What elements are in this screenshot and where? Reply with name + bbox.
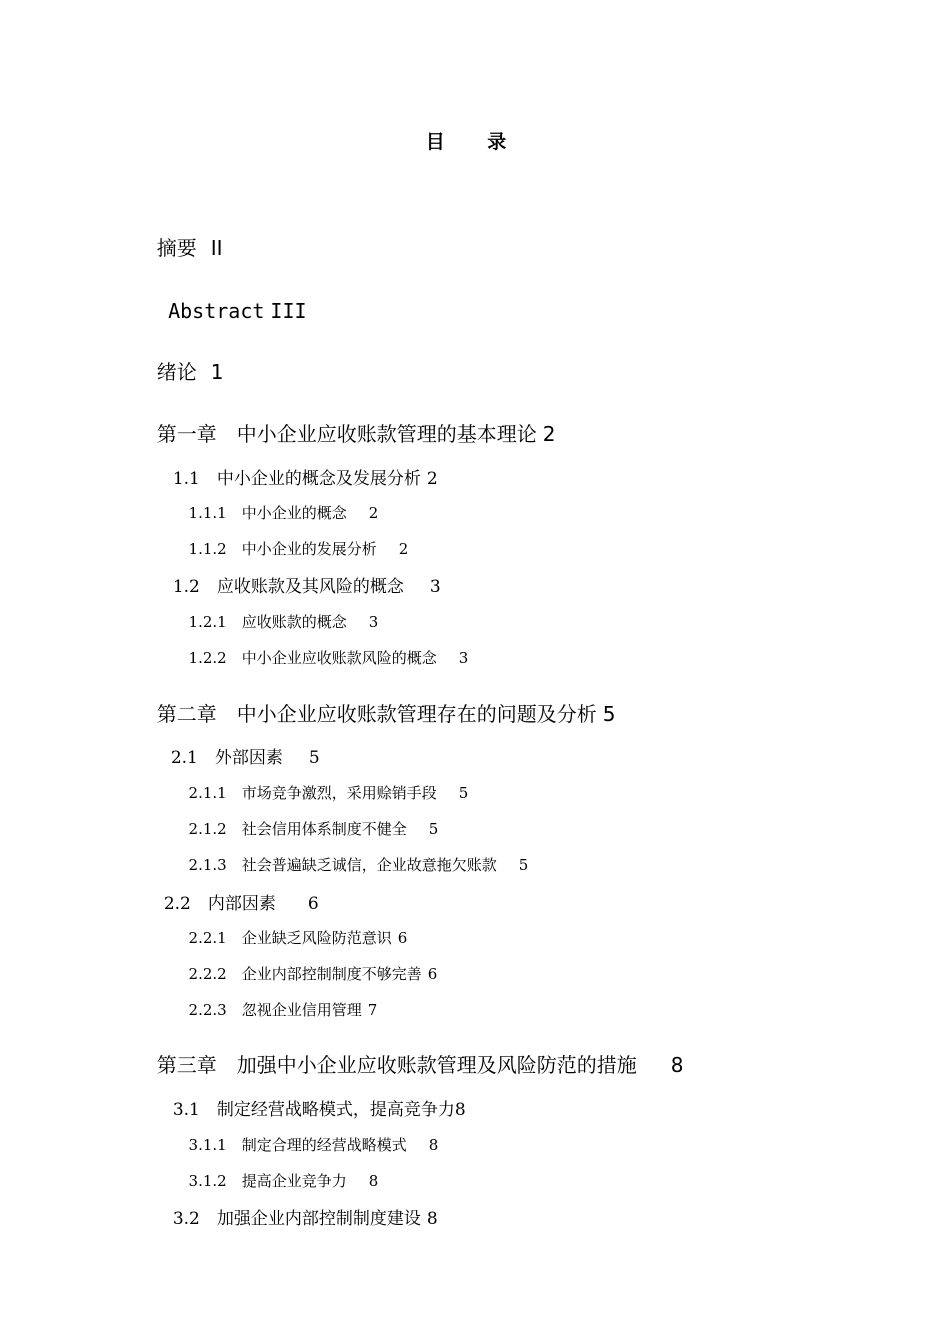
toc-entry-page: 3: [368, 613, 379, 631]
toc-entry-label: 2.2 内部因素: [163, 894, 276, 914]
toc-entry-label: 1.1 中小企业的概念及发展分析: [172, 469, 421, 489]
toc-entry-page: 5: [458, 784, 469, 802]
toc-entry-label: 1.2.2 中小企业应收账款风险的概念: [188, 649, 437, 667]
toc-entry-page: 1: [210, 360, 224, 384]
toc-entry-label: 1.1.1 中小企业的概念: [188, 504, 347, 522]
toc-entry-page: 7: [367, 1001, 378, 1019]
toc-entry-label: 2.2.3 忽视企业信用管理: [188, 1001, 362, 1019]
toc-entry-label: 3.1 制定经营战略模式，提高竞争力: [172, 1100, 455, 1120]
toc-entry-page: 5: [518, 856, 529, 874]
toc-entry-subsection[interactable]: [179, 625, 468, 669]
toc-entry-page: II: [210, 236, 223, 260]
toc-entry-page: 8: [426, 1209, 438, 1229]
toc-entry-label: 2.1.3 社会普遍缺乏诚信，企业故意拖欠账款: [188, 856, 497, 874]
toc-entry-label: 1.2.1 应收账款的概念: [188, 613, 347, 631]
toc-entry-label: 1.1.2 中小企业的发展分析: [188, 540, 377, 558]
toc-entry-label: 第二章 中小企业应收账款管理存在的问题及分析: [156, 702, 597, 726]
toc-entry-page: 8: [670, 1053, 684, 1077]
toc-entry-chapter-1[interactable]: [144, 392, 555, 448]
toc-entry-abstract-cn[interactable]: [144, 206, 223, 262]
toc-entry-page: 8: [428, 1136, 439, 1154]
toc-entry-chapter-2[interactable]: [144, 672, 615, 728]
toc-entry-page: 6: [307, 894, 319, 914]
toc-entry-page: 2: [368, 504, 379, 522]
toc-entry-label: 摘要: [156, 236, 197, 260]
toc-entry-label: 2.2.1 企业缺乏风险防范意识: [188, 929, 392, 947]
toc-entry-page: 2: [426, 469, 438, 489]
page-title: 目 录: [425, 131, 525, 153]
toc-entry-page: 2: [542, 422, 556, 446]
toc-entry-page: 8: [368, 1172, 379, 1190]
toc-entry-label: 3.2 加强企业内部控制制度建设: [172, 1209, 421, 1229]
toc-entry-label: 第三章 加强中小企业应收账款管理及风险防范的措施: [156, 1053, 637, 1077]
toc-entry-label: 第一章 中小企业应收账款管理的基本理论: [156, 422, 537, 446]
toc-entry-subsection[interactable]: [179, 977, 377, 1021]
toc-entry-page: 3: [429, 577, 441, 597]
toc-entry-chapter-3[interactable]: [144, 1023, 683, 1079]
toc-entry-label: 绪论: [156, 360, 197, 384]
toc-entry-page: 6: [427, 965, 438, 983]
toc-entry-label: 2.1.1 市场竞争激烈，采用赊销手段: [188, 784, 437, 802]
toc-entry-section[interactable]: [162, 1183, 438, 1231]
toc-entry-page: 6: [397, 929, 408, 947]
toc-entry-page: 5: [428, 820, 439, 838]
toc-entry-page: III: [270, 299, 307, 323]
toc-entry-label: 2.1.2 社会信用体系制度不健全: [188, 820, 407, 838]
toc-entry-label: 1.2 应收账款及其风险的概念: [172, 577, 404, 597]
toc-entry-label: Abstract: [168, 299, 265, 323]
toc-entry-label: 3.1.2 提高企业竞争力: [188, 1172, 347, 1190]
toc-entry-label: 3.1.1 制定合理的经营战略模式: [188, 1136, 407, 1154]
toc-entry-label: 2.2.2 企业内部控制制度不够完善: [188, 965, 422, 983]
toc-entry-page: 8: [454, 1100, 466, 1120]
toc-entry-page: 5: [308, 748, 320, 768]
toc-entry-page: 3: [458, 649, 469, 667]
toc-entry-page: 2: [398, 540, 409, 558]
toc-entry-introduction[interactable]: [144, 330, 223, 386]
toc-entry-abstract-en[interactable]: [144, 269, 307, 325]
toc-entry-label: 2.1 外部因素: [170, 748, 283, 768]
toc-entry-page: 5: [602, 702, 616, 726]
